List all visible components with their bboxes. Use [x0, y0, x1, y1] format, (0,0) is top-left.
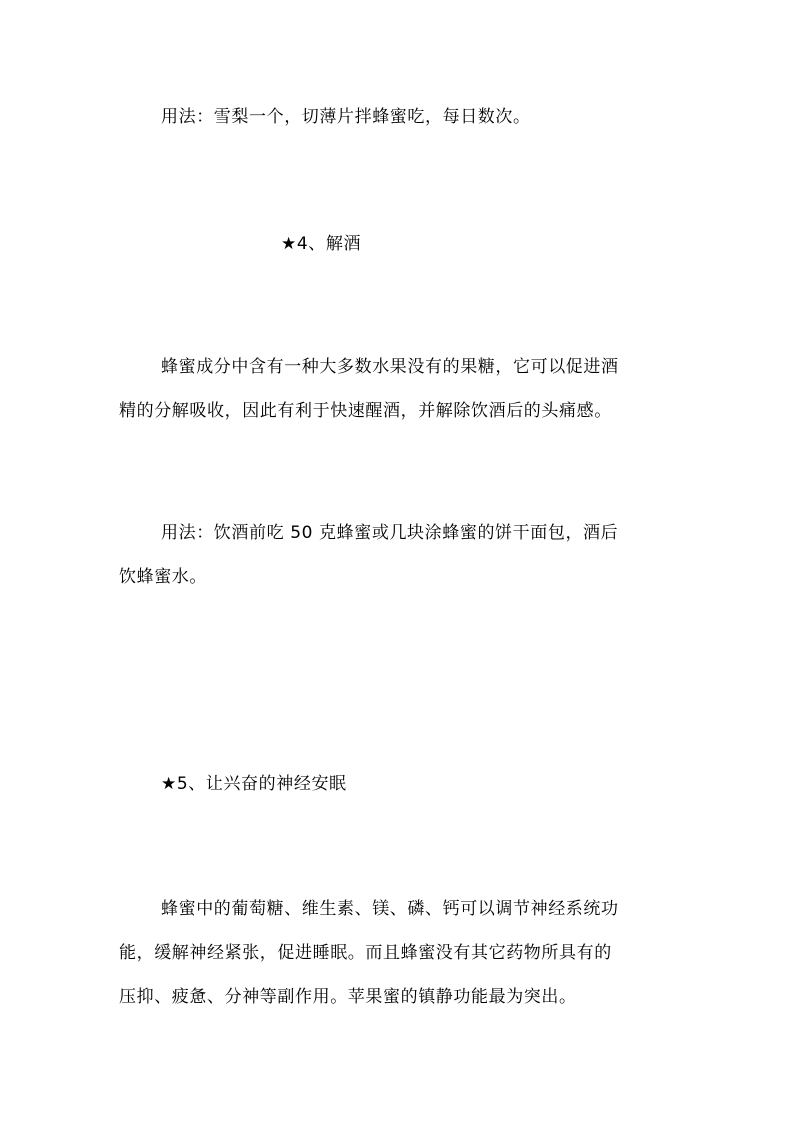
- usage-hangover-line-2: 饮蜂蜜水。: [119, 567, 207, 587]
- paragraph-hangover-line-1: 蜂蜜成分中含有一种大多数水果没有的果糖，它可以促进酒: [161, 357, 619, 377]
- usage-hangover-line-1: 用法：饮酒前吃 50 克蜂蜜或几块涂蜂蜜的饼干面包，酒后: [161, 523, 619, 543]
- paragraph-sleep-line-1: 蜂蜜中的葡萄糖、维生素、镁、磷、钙可以调节神经系统功: [161, 899, 619, 919]
- paragraph-sleep-line-2: 能，缓解神经紧张，促进睡眠。而且蜂蜜没有其它药物所具有的: [119, 943, 612, 963]
- section-heading-hangover: ★4、解酒: [281, 234, 362, 254]
- usage-text-pear: 用法：雪梨一个，切薄片拌蜂蜜吃，每日数次。: [161, 107, 531, 127]
- section-heading-sleep: ★5、让兴奋的神经安眠: [161, 774, 347, 794]
- paragraph-hangover-line-2: 精的分解吸收，因此有利于快速醒酒，并解除饮酒后的头痛感。: [119, 401, 612, 421]
- paragraph-sleep-line-3: 压抑、疲惫、分神等副作用。苹果蜜的镇静功能最为突出。: [119, 987, 577, 1007]
